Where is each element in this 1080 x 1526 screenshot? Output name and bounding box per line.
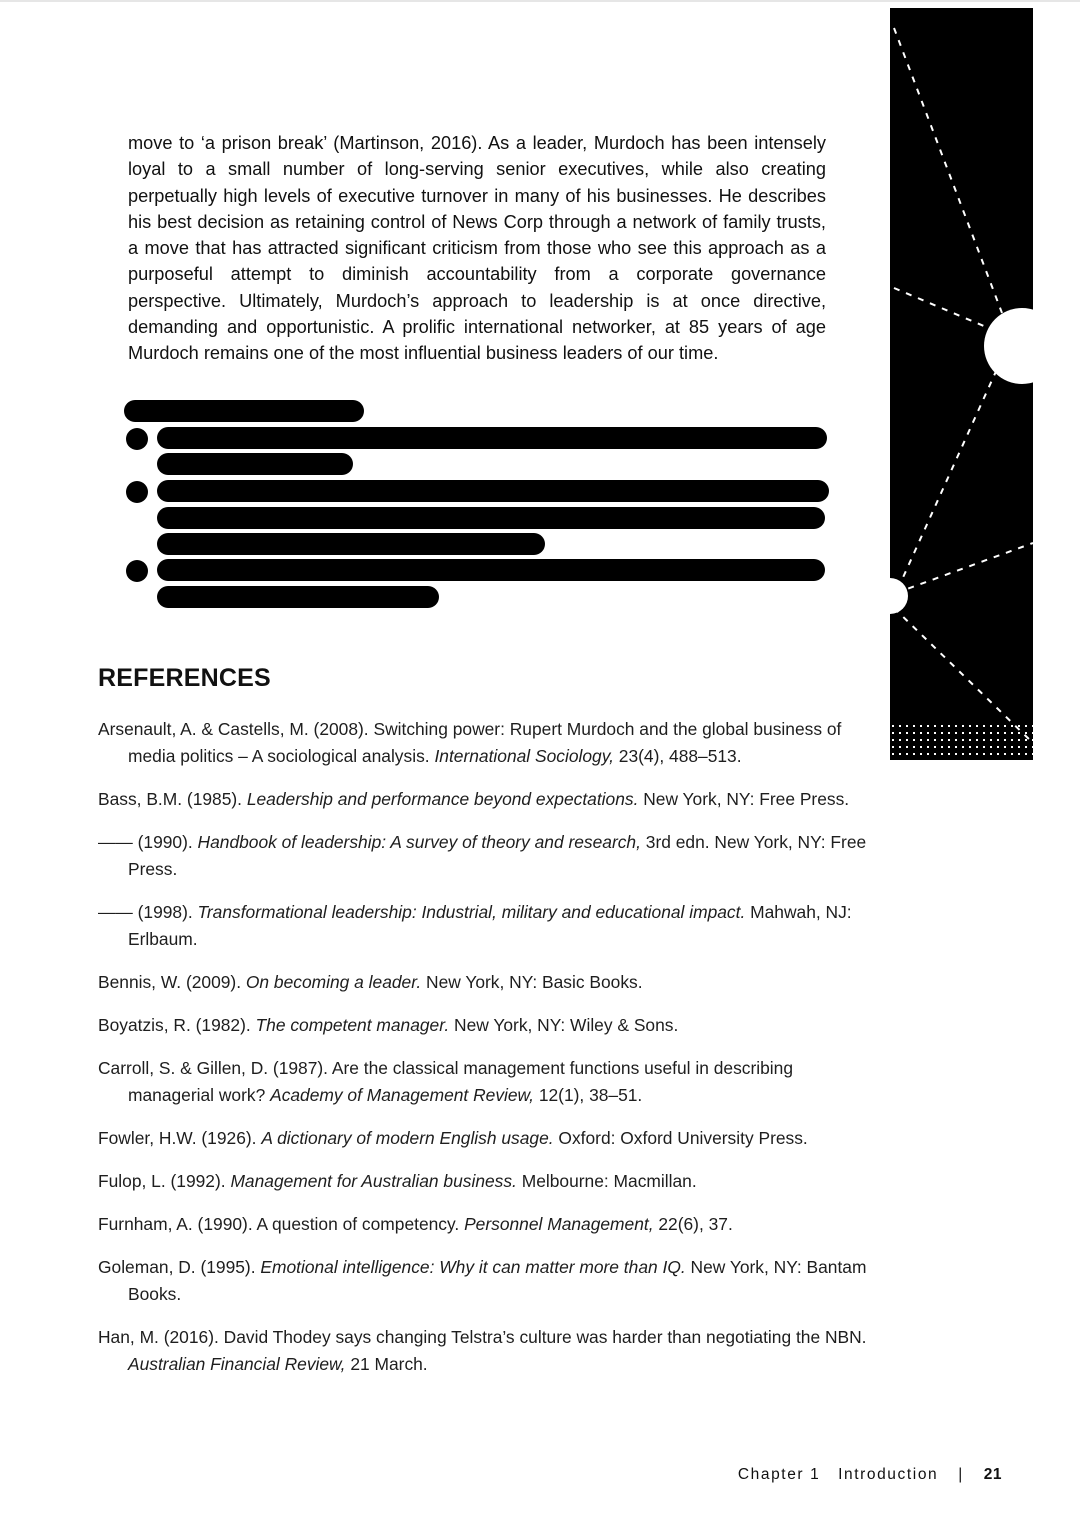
reference-entry: Bennis, W. (2009). On becoming a leader. New York, NY: Basic Books.	[98, 972, 643, 992]
references-heading: REFERENCES	[98, 664, 271, 692]
reference-entry: —— (1990). Handbook of leadership: A survey of theory and research, 3rd edn. New York, NY: Free Press.	[98, 832, 867, 879]
reference-entry: Carroll, S. & Gillen, D. (1987). Are the classical management functions useful in describing managerial work? Academy of Management Review, 12(1), 38–51.	[98, 1058, 793, 1105]
reference-entry: Bass, B.M. (1985). Leadership and performance beyond expectations. New York, NY: Free Press.	[98, 789, 850, 809]
redacted-bullet	[126, 481, 148, 503]
reference-entry: Boyatzis, R. (1982). The competent manager. New York, NY: Wiley & Sons.	[98, 1015, 679, 1035]
redaction-bar	[157, 533, 545, 555]
reference-list	[98, 716, 868, 1394]
reference-entry: Goleman, D. (1995). Emotional intelligence: Why it can matter more than IQ. New York, NY: Bantam Books.	[98, 1257, 867, 1304]
reference-entry: Fulop, L. (1992). Management for Australian business. Melbourne: Macmillan.	[98, 1171, 697, 1191]
page-footer	[738, 1466, 1002, 1484]
redaction-bar	[157, 453, 353, 475]
redaction-bar	[157, 507, 825, 529]
top-rule	[0, 0, 1080, 2]
reference-entry: Furnham, A. (1990). A question of competency. Personnel Management, 22(6), 37.	[98, 1214, 733, 1234]
body-paragraph: move to ‘a prison break’ (Martinson, 2016). As a leader, Murdoch has been intensely loyal to a small number of long-serving senior executives, while also creating perpetually high levels of executive turnover in many of his businesses. He describes his best decision as retaining control of News Corp through a network of family trusts, a move that has attracted significant criticism from those who see this approach as a purposeful attempt to diminish accountability from a corporate governance perspective. Ultimately, Murdoch’s approach to leadership is at once directive, demanding and opportunistic. A prolific international networker, at 85 years of age Murdoch remains one of the most influential business leaders of our time.	[128, 133, 826, 364]
redacted-bullet	[126, 560, 148, 582]
footer-section: Introduction	[838, 1466, 939, 1483]
reference-entry: Han, M. (2016). David Thodey says changing Telstra’s culture was harder than negotiating the NBN. Australian Financial Review, 21 March.	[98, 1327, 867, 1374]
reference-entry: Arsenault, A. & Castells, M. (2008). Switching power: Rupert Murdoch and the global business of media politics – A sociological analysis. International Sociology, 23(4), 488–513.	[98, 719, 842, 766]
redaction-bar	[157, 559, 825, 581]
redaction-bar	[157, 586, 439, 608]
redacted-bullet	[126, 428, 148, 450]
decorative-side-band	[890, 8, 1033, 798]
page-number: 21	[983, 1466, 1002, 1483]
redaction-bar	[157, 480, 829, 502]
reference-entry: Fowler, H.W. (1926). A dictionary of modern English usage. Oxford: Oxford University Press.	[98, 1128, 808, 1148]
footer-chapter: Chapter 1	[737, 1466, 821, 1483]
reference-entry: —— (1998). Transformational leadership: Industrial, military and educational impact. Mahwah, NJ: Erlbaum.	[98, 902, 852, 949]
footer-separator: |	[958, 1466, 964, 1483]
redaction-bar	[124, 400, 364, 422]
redaction-bar	[157, 427, 827, 449]
